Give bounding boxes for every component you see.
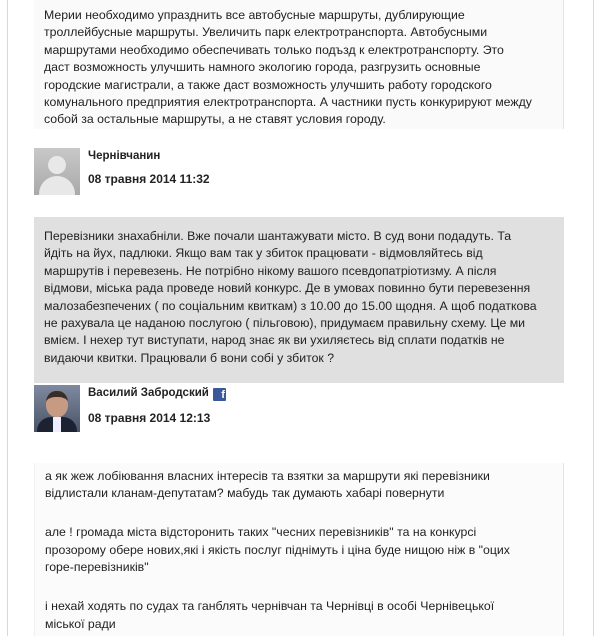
text-line: видаючи квитки. Працювали б вони собі у збиток ? xyxy=(44,350,335,365)
comment-text-2 xyxy=(34,217,564,383)
text-line: даст возможность улучшить намного экологию города, разгрузить основные xyxy=(44,60,481,75)
text-line: горе-перевізників" xyxy=(45,560,149,575)
comment-text-1 xyxy=(34,0,564,129)
text-line: не рахувала це наданою послугою ( пільговою), придумаєм правильну схему. Це ми xyxy=(44,316,526,331)
text-line: маршрутів і перевезень. Не потрібно нікому вашого псевдопатріотизму. А після xyxy=(44,263,497,278)
comment-text-3 xyxy=(34,463,564,636)
text-line: а як жеж лобіювання власних інтересів та взятки за маршрути які перевізники xyxy=(45,469,490,483)
text-line: йдіть на йух, падлюки. Якщо вам так у збиток працювати - відмовляйтесь від xyxy=(44,246,483,261)
text-line: маршрутами необходимо обеспечивать только подъзд к електротранспорту. Это xyxy=(44,42,504,57)
text-line: троллейбусные маршруты. Увеличить парк електротранспорта. Автобусными xyxy=(44,25,488,40)
comment-author[interactable]: Чернівчанин xyxy=(88,150,161,162)
text-line: малозабезпечених ( по соціальним квиткам) з 10.00 до 15.00 щодня. А щоб податкова xyxy=(44,298,537,313)
text-line: і нехай ходять по судах та ганблять чернівчан та Чернівці в особі Чернівецької xyxy=(45,599,495,614)
text-line: але ! громада міста відсторонить таких "чесних перевізників" та на конкурсі xyxy=(45,525,477,540)
comment-date: 08 травня 2014 12:13 xyxy=(88,411,211,425)
text-line: відлистали кланам-депутатам? мабудь так думають хабарі повернути xyxy=(45,486,445,501)
text-line: комунального предприятия електротранспорта. А частники пусть конкурируют между xyxy=(44,95,532,110)
text-line: Мерии необходимо упразднить все автобусные маршруты, дублирующие xyxy=(44,8,465,22)
text-line: міської ради xyxy=(45,616,116,631)
facebook-icon[interactable]: f xyxy=(213,388,226,401)
text-line: городские магистрали, а также даст возможность улучшить работу городского xyxy=(44,77,492,92)
author-name[interactable]: Василий Забродский xyxy=(88,387,209,399)
comment-date: 08 травня 2014 11:32 xyxy=(88,172,210,186)
avatar-default xyxy=(34,148,80,195)
comment-author[interactable] xyxy=(88,387,226,401)
text-line: відмови, міська рада проведе новий конкурс. Де в умовах повинно бути перевезення xyxy=(44,281,531,296)
text-line: собой за остальные маршруты, а не ставят условия городу. xyxy=(44,112,386,127)
text-line: прозорому обере нових,які і якість послуг піднімуть і ціна буде нищою ніж в "оцих xyxy=(45,542,510,557)
text-line: Перевізники знахабніли. Вже почали шантажувати місто. В суд вони подадуть. Та xyxy=(44,229,512,243)
avatar-photo xyxy=(34,385,80,432)
text-line: вмієм. І нехер тут виступати, народ знає як ви ухиляєтесь від сплати податків не xyxy=(44,333,505,348)
